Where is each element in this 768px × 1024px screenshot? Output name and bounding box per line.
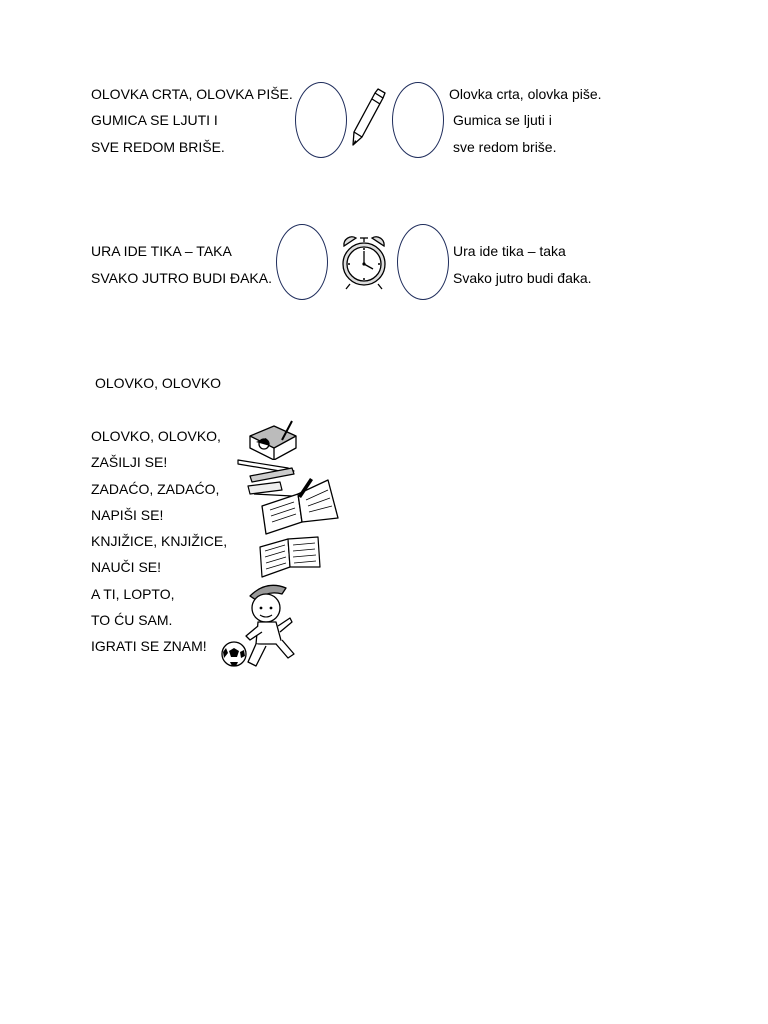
alarm-clock-icon bbox=[338, 234, 390, 290]
answer-oval-right bbox=[397, 224, 449, 300]
poem-line-9: IGRATI SE ZNAM! bbox=[91, 638, 207, 654]
poem-line-1: OLOVKO, OLOVKO, bbox=[91, 428, 221, 444]
poem-line-4: NAPIŠI SE! bbox=[91, 507, 164, 523]
pencil-poem-lower-line-3: sve redom briše. bbox=[453, 139, 557, 155]
poem-line-3: ZADAĆO, ZADAĆO, bbox=[91, 481, 220, 497]
answer-oval-right bbox=[392, 82, 444, 158]
poem-title: OLOVKO, OLOVKO bbox=[95, 375, 222, 391]
clock-poem-lower-line-1: Ura ide tika – taka bbox=[453, 243, 566, 259]
boy-with-ball-icon bbox=[216, 578, 300, 674]
pencil-poem-upper-line-3: SVE REDOM BRIŠE. bbox=[91, 139, 225, 155]
poem-line-2: ZAŠILJI SE! bbox=[91, 454, 168, 470]
pencil-poem-lower-line-2: Gumica se ljuti i bbox=[453, 112, 552, 128]
poem-line-8: TO ĆU SAM. bbox=[91, 612, 173, 628]
clock-poem-upper-line-2: SVAKO JUTRO BUDI ĐAKA. bbox=[91, 270, 272, 286]
answer-oval-left bbox=[276, 224, 328, 300]
pencil-poem-upper-line-2: GUMICA SE LJUTI I bbox=[91, 112, 218, 128]
poem-line-5: KNJIŽICE, KNJIŽICE, bbox=[91, 533, 228, 549]
open-book-icon bbox=[256, 533, 324, 581]
answer-oval-left bbox=[295, 82, 347, 158]
pencil-icon bbox=[348, 88, 388, 150]
open-book-icon bbox=[258, 476, 342, 538]
poem-line-7: A TI, LOPTO, bbox=[91, 586, 175, 602]
clock-poem-lower-line-2: Svako jutro budi đaka. bbox=[453, 270, 592, 286]
clock-poem-upper-line-1: URA IDE TIKA – TAKA bbox=[91, 243, 232, 259]
poem-line-6: NAUČI SE! bbox=[91, 559, 162, 575]
pencil-poem-lower-line-1: Olovka crta, olovka piše. bbox=[449, 86, 602, 102]
pencil-poem-upper-line-1: OLOVKA CRTA, OLOVKA PIŠE. bbox=[91, 86, 293, 102]
